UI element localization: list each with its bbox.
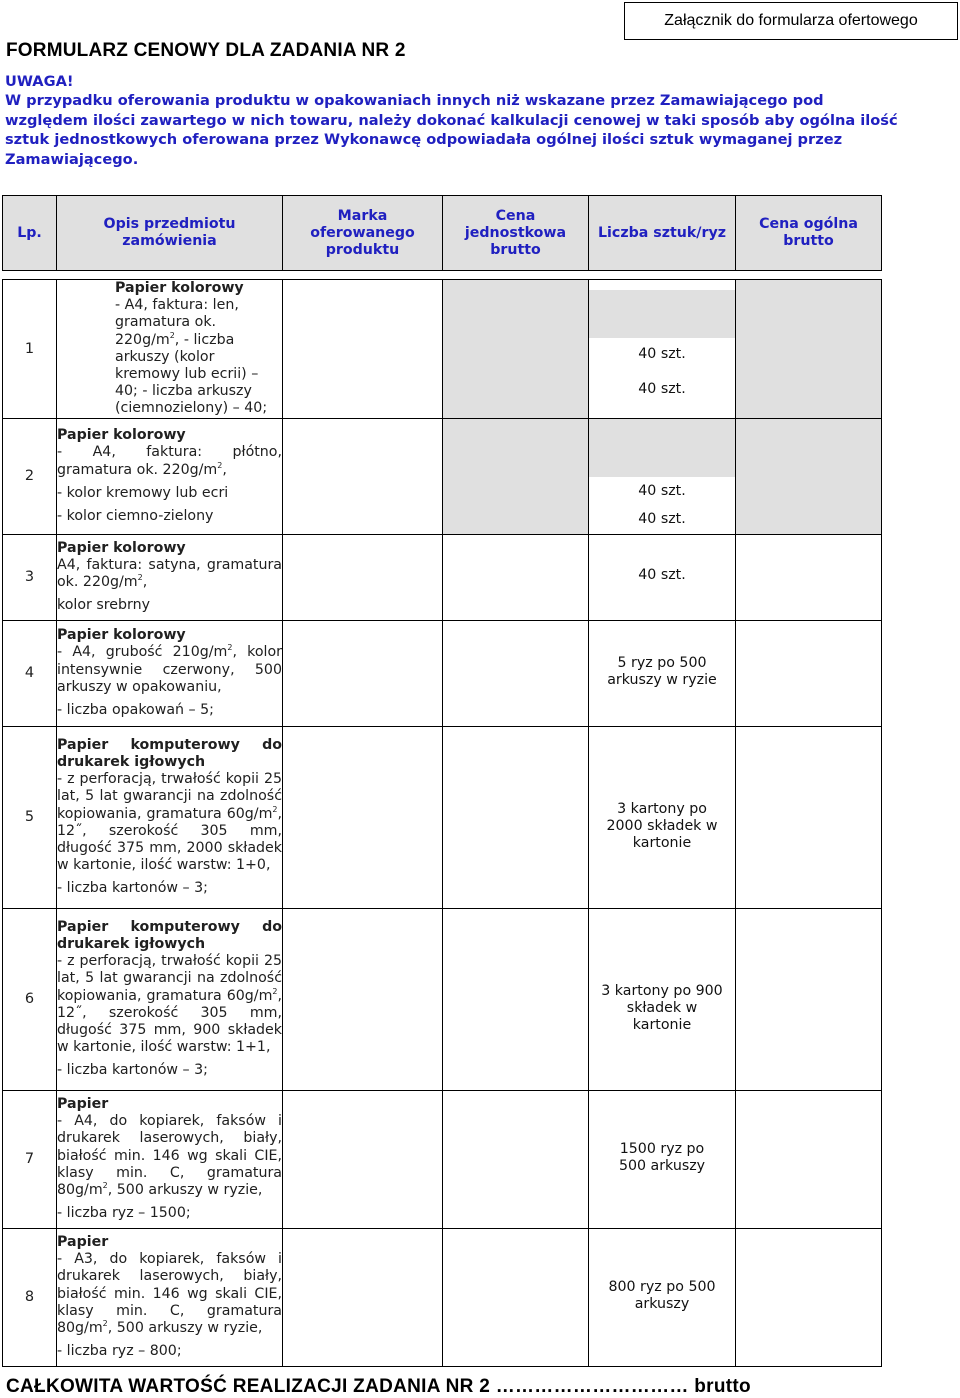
row-number: 3 — [3, 534, 57, 620]
unit-price-cell[interactable] — [443, 1090, 589, 1228]
column-header-lp: Lp. — [3, 196, 57, 271]
item-variant: - kolor ciemno-zielony — [57, 507, 214, 524]
item-spec: - A4, faktura: płótno, gramatura ok. $220g/m^2$, — [57, 444, 282, 478]
row-number: 6 — [3, 908, 57, 1090]
warning-text: W przypadku oferowania produktu w opakowaniach innych niż wskazane przez Zamawiającego pod względem ilości zawartego w nich towaru, należy dokonać kalkulacji cenowej w taki sposób aby ogólna ilość sztuk jednostkowych oferowana przez Wykonawcę odpowiadała ogólnej ilości sztuk wymaganej przez Zamawiającego. — [5, 92, 898, 168]
brand-cell[interactable] — [283, 1090, 443, 1228]
unit-price-cell[interactable] — [443, 726, 589, 908]
item-name: Papier kolorowy — [57, 539, 186, 556]
row-number: 4 — [3, 620, 57, 726]
item-amount: - liczba ryz – 800; — [57, 1343, 182, 1360]
item-amount: - liczba kartonów – 3; — [57, 880, 208, 897]
item-name: Papier kolorowy — [57, 627, 186, 644]
item-variant: kolor srebrny — [57, 597, 150, 614]
quantity-cell: 5 ryz po 500 arkuszy w ryzie — [589, 620, 736, 726]
item-name: Papier kolorowy — [115, 280, 244, 296]
item-name: Papier — [57, 1233, 109, 1250]
table-row — [3, 908, 882, 1090]
item-amount: - liczba ryz – 1500; — [57, 1205, 191, 1222]
price-table — [2, 195, 882, 1367]
unit-price-cell[interactable] — [443, 1228, 589, 1366]
brand-cell[interactable] — [283, 418, 443, 534]
item-name: Papier komputerowy do drukarek igłowych — [57, 918, 282, 952]
item-variant: - kolor kremowy lub ecri — [57, 484, 229, 501]
item-spec: A4, faktura: satyna, gramatura ok. $220g/m^2$, — [57, 556, 282, 591]
unit-price-cell[interactable] — [443, 534, 589, 620]
total-price-cell[interactable] — [736, 418, 882, 534]
item-description — [57, 908, 283, 1090]
warning-block — [5, 72, 910, 169]
item-description — [57, 1090, 283, 1228]
quantity-value: 40 szt. — [638, 346, 686, 363]
warning-heading: UWAGA! — [5, 73, 74, 90]
quantity-value: 40 szt. — [638, 381, 686, 398]
brand-cell[interactable] — [283, 908, 443, 1090]
item-description — [57, 1228, 283, 1366]
unit-price-cell[interactable] — [443, 620, 589, 726]
row-number: 8 — [3, 1228, 57, 1366]
total-price-cell[interactable] — [736, 534, 882, 620]
item-description — [57, 534, 283, 620]
item-description — [57, 726, 283, 908]
table-header-row — [3, 196, 882, 271]
row-number: 2 — [3, 418, 57, 534]
quantity-cell — [589, 280, 736, 419]
quantity-cell: 3 kartony po 900 składek w kartonie — [589, 908, 736, 1090]
item-spec: - A3, do kopiarek, faksów i drukarek laserowych, biały, białość min. 146 wg skali CIE, klasy min. C, gramatura $80g/m^2$, 500 arkuszy w ryzie, — [57, 1251, 282, 1336]
table-row — [3, 1090, 882, 1228]
brand-cell[interactable] — [283, 620, 443, 726]
item-name: Papier — [57, 1095, 109, 1112]
total-price-cell[interactable] — [736, 620, 882, 726]
table-row — [3, 280, 882, 419]
brand-cell[interactable] — [283, 726, 443, 908]
row-number: 5 — [3, 726, 57, 908]
unit-price-cell[interactable] — [443, 908, 589, 1090]
total-price-cell[interactable] — [736, 1090, 882, 1228]
row-number: 7 — [3, 1090, 57, 1228]
total-price-cell[interactable] — [736, 908, 882, 1090]
column-header-brand: Marka oferowanego produktu — [283, 196, 443, 271]
column-header-total-price: Cena ogólna brutto — [736, 196, 882, 271]
brand-cell[interactable] — [283, 1228, 443, 1366]
item-description — [57, 620, 283, 726]
unit-price-cell[interactable] — [443, 280, 589, 419]
item-spec: - z perforacją, trwałość kopii 25 lat, 5 lat gwarancji na zdolność kopiowania, gramatura $60g/m^2$, 12˝, szerokość 305 mm, długość 375 mm, 900 składek w kartonie, ilość warstw: 1+1, — [57, 953, 282, 1056]
annex-label: Załącznik do formularza ofertowego — [624, 2, 958, 40]
item-description — [57, 418, 283, 534]
column-header-description: Opis przedmiotu zamówienia — [57, 196, 283, 271]
quantity-cell: 1500 ryz po 500 arkuszy — [589, 1090, 736, 1228]
header-gap — [3, 271, 882, 280]
item-description — [57, 280, 283, 419]
quantity-value: 40 szt. — [638, 482, 686, 499]
item-spec: - z perforacją, trwałość kopii 25 lat, 5 lat gwarancji na zdolność kopiowania, gramatura $60g/m^2$, 12˝, szerokość 305 mm, długość 375 mm, 2000 składek w kartonie, ilość warstw: 1+0, — [57, 771, 282, 874]
brand-cell[interactable] — [283, 280, 443, 419]
unit-price-cell[interactable] — [443, 418, 589, 534]
quantity-value: 40 szt. — [638, 510, 686, 527]
quantity-cell: 40 szt. — [589, 534, 736, 620]
item-spec: - A4, grubość $210g/m^2$, kolor intensywnie czerwony, 500 arkuszy w opakowaniu, — [57, 643, 282, 695]
column-header-unit-price: Cena jednostkowa brutto — [443, 196, 589, 271]
column-header-quantity: Liczba sztuk/ryz — [589, 196, 736, 271]
item-name: Papier kolorowy — [57, 427, 186, 444]
table-row — [3, 1228, 882, 1366]
item-amount: - liczba kartonów – 3; — [57, 1062, 208, 1079]
table-row — [3, 726, 882, 908]
table-row — [3, 418, 882, 534]
item-spec: - A4, faktura: len, gramatura ok. $220g/m^2$, - liczba arkuszy (kolor kremowy lub ecrii) – 40; - liczba arkuszy (ciemnozielony) – 40; — [115, 297, 268, 417]
total-price-cell[interactable] — [736, 726, 882, 908]
table-row — [3, 620, 882, 726]
item-name: Papier komputerowy do drukarek igłowych — [57, 736, 282, 770]
row-number: 1 — [3, 280, 57, 419]
total-value-line: CAŁKOWITA WARTOŚĆ REALIZACJI ZADANIA NR 2 ………………………… brutto — [6, 1376, 751, 1397]
page-title: FORMULARZ CENOWY DLA ZADANIA NR 2 — [6, 40, 406, 61]
total-price-cell[interactable] — [736, 1228, 882, 1366]
item-spec: - A4, do kopiarek, faksów i drukarek laserowych, biały, białość min. 146 wg skali CIE, klasy min. C, gramatura $80g/m^2$, 500 arkuszy w ryzie, — [57, 1113, 282, 1198]
quantity-cell: 800 ryz po 500 arkuszy — [589, 1228, 736, 1366]
item-amount: - liczba opakowań – 5; — [57, 701, 214, 718]
quantity-cell: 3 kartony po 2000 składek w kartonie — [589, 726, 736, 908]
brand-cell[interactable] — [283, 534, 443, 620]
total-price-cell[interactable] — [736, 280, 882, 419]
quantity-cell — [589, 418, 736, 534]
table-row — [3, 534, 882, 620]
